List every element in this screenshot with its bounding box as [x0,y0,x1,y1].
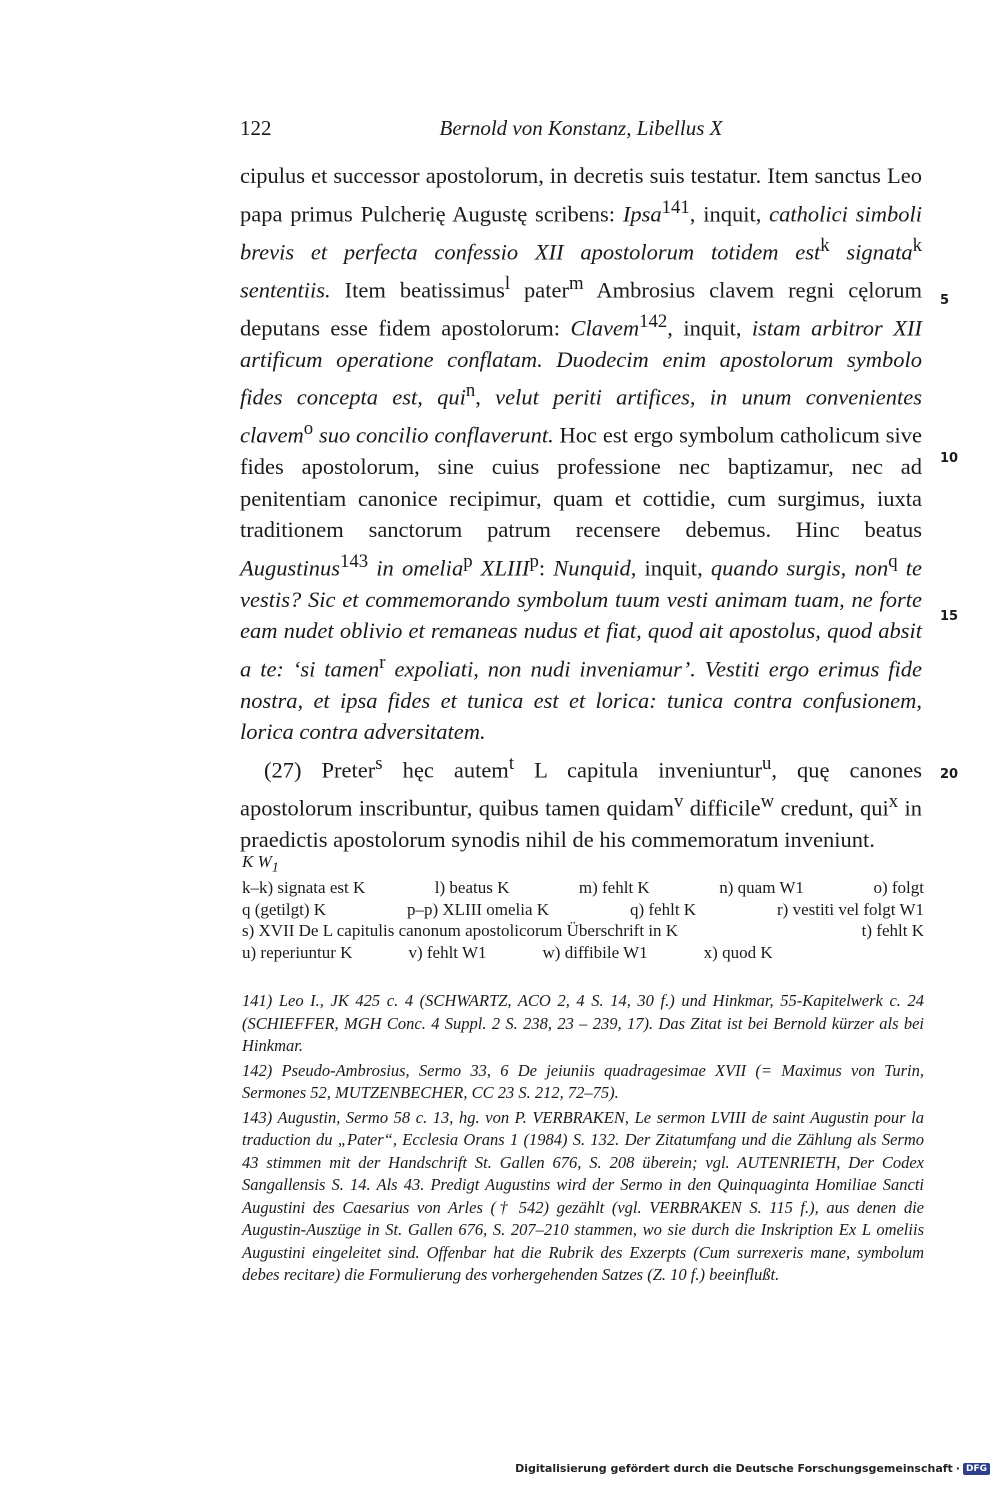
page-header [240,116,922,148]
dfg-logo: DFG [963,1463,990,1475]
main-text [240,160,922,855]
apparatus-row: u) reperiuntur K v) fehlt W1 w) diffibile W1 x) quod K [242,942,773,962]
line-number: 10 [940,451,959,466]
running-title: Bernold von Konstanz, Libellus X [439,116,723,140]
page-number: 122 [240,116,272,140]
line-number: 15 [940,609,959,624]
critical-apparatus [242,877,924,963]
apparatus-sigla: K $W_1$ [242,852,279,876]
footnote: 143) Augustin, Sermo 58 c. 13, hg. von P. VERBRAKEN, Le sermon LVIII de saint Augustin pour la traduction du „Pater“, Ecclesia Orans 1 (1984) S. 132. Der Zitatumfang und die Zählung als Sermo 43 stimmen mit der Handschrift St. Gallen 676, S. 208 überein; vgl. AUTENRIETH, Der Codex Sangallensis S. 14. Als 43. Predigt Augustins wird der Sermo in den Quinquaginta Homiliae Sancti Augustini des Caesarius von Arles († 542) gezählt (vgl. VERBRAKEN S. 115 f.), aus denen die Augustin-Auszüge in St. Gallen 676, S. 207–210 stammen, wo sie durch die Inskription Ex L omeliis Augustini eingeleitet sind. Offenbar hat die Rubrik des Exzerpts (Cum surrexeris mane, symbolum debes recitare) die Formulierung des vorhergehenden Satzes (Z. 10 f.) beeinflußt. [242,1107,924,1284]
footer: Digitalisierung gefördert durch die Deutsche Forschungsgemeinschaft · DFG [515,1462,990,1475]
footnote: 142) Pseudo-Ambrosius, Sermo 33, 6 De jeiuniis quadragesimae XVII (= Maximus von Turin, Sermones 52, MUTZENBECHER, CC 23 S. 212, 72–75). [242,1060,924,1102]
paragraph-2: (27) Preter$^s$ hęc autem$^t$ L capitula inveniuntur$^u$, quę canones apostolorum inscribuntur, quibus tamen quidam$^v$ difficile$^w$ credunt, qui$^x$ in praedictis apostolorum synodis nihil de his commemoratum inveniunt. [240,752,922,852]
apparatus-row: s) XVII De L capitulis canonum apostolicorum Überschrift in K t) fehlt K [242,921,924,940]
line-number: 5 [940,293,950,308]
footer-credit: Digitalisierung gefördert durch die Deutsche Forschungsgemeinschaft [515,1462,953,1475]
footnotes [242,990,924,1289]
paragraph-1: cipulus et successor apostolorum, in decretis suis testatur. Item sanctus Leo papa primus Pulcherię Augustę scribens: Ipsa$^{141}$, inquit, catholici simboli brevis et perfecta confessio XII apostolorum totidem est$^k$ signata$^k$ sententiis. Item beatissimus$^l$ pater$^m$ Ambrosius clavem regni cęlorum deputans esse fidem apostolorum: Clavem$^{142}$, inquit, istam arbitror XII artificum operatione conflatam. Duodecim enim apostolorum symbolo fides concepta est, qui$^n$, velut periti artifices, in unum convenientes clavem$^o$ suo concilio conflaverunt. Hoc est ergo symbolum catholicum sive fides apostolorum, sine cuius professione nec baptizamur, nec ad penitentiam canonice recipimur, quam et cottidie, cum surgimus, iuxta traditionem sanctorum patrum recensere debemus. Hinc beatus Augustinus$^{143}$ in omelia$^p$ XLIII$^p$: Nunquid, inquit, quando surgis, non$^q$ te vestis? Sic et commemorando symbolum tuum vesti animam tuam, ne forte eam nudet oblivio et remaneas nudus et fiat, quod ait apostolus, quod absit a te: ‘si tamen$^r$ expoliati, non nudi inveniamur’. Vestiti ergo erimus fide nostra, et ipsa fides et tunica est et lorica: tunica contra confusionem, lorica contra adversitatem. [240,163,923,744]
apparatus-row: q (getilgt) K p–p) XLIII omelia K q) fehlt K r) vestiti vel folgt W1 [242,899,924,919]
line-number: 20 [940,767,959,782]
apparatus-row: k–k) signata est K l) beatus K m) fehlt K n) quam W1 o) folgt [242,878,924,897]
footnote: 141) Leo I., JK 425 c. 4 (SCHWARTZ, ACO 2, 4 S. 14, 30 f.) und Hinkmar, 55-Kapitelwerk c. 24 (SCHIEFFER, MGH Conc. 4 Suppl. 2 S. 238, 23 – 239, 17). Das Zitat ist bei Bernold kürzer als bei Hinkmar. [242,991,924,1055]
